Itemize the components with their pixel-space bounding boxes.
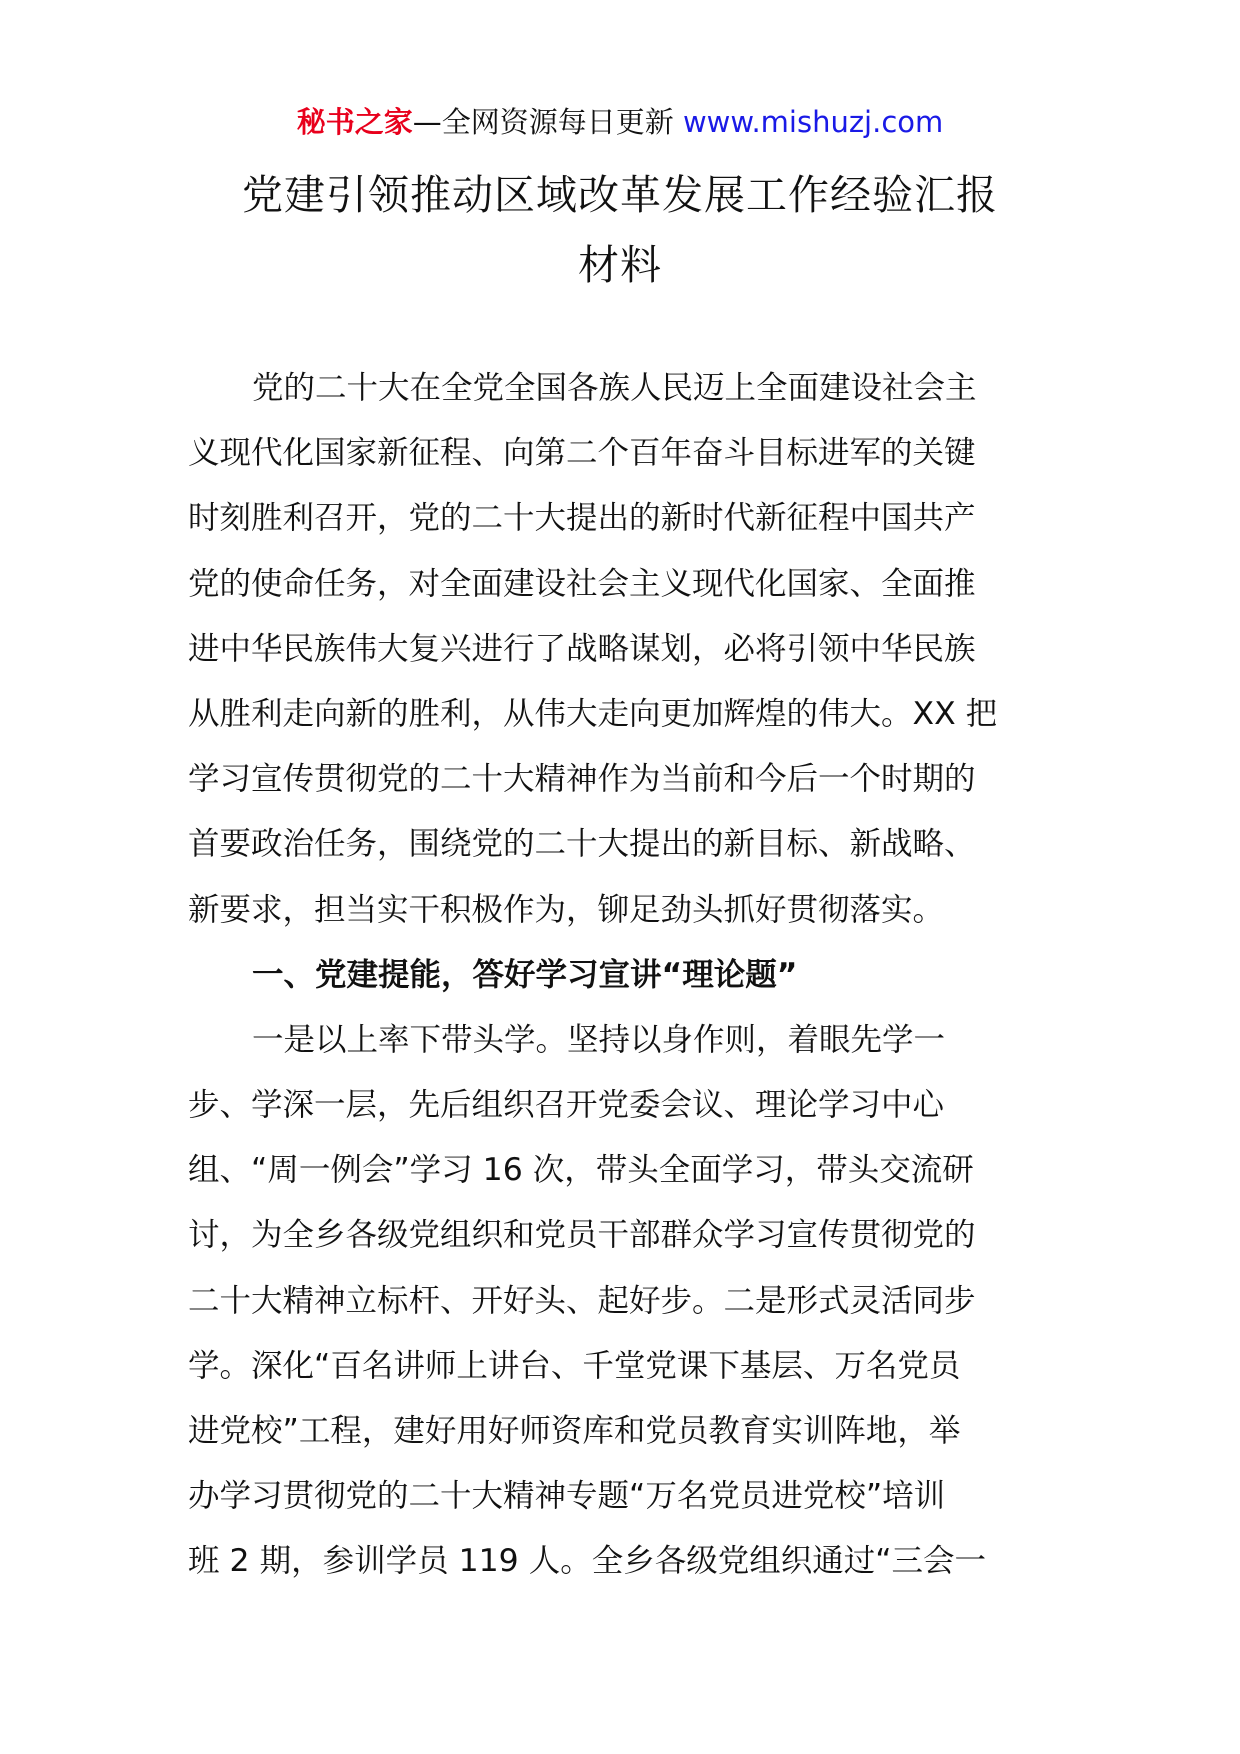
body-line: 讨，为全乡各级党组织和党员干部群众学习宣传贯彻党的 (188, 1217, 976, 1254)
body-line: 二十大精神立标杆、开好头、起好步。二是形式灵活同步 (188, 1282, 976, 1319)
body-line: 组、“周一例会”学习 16 次，带头全面学习，带头交流研 (188, 1152, 974, 1189)
title-line-2: 材料 (578, 241, 662, 289)
body-line: 学习宣传贯彻党的二十大精神作为当前和今后一个时期的 (188, 761, 976, 798)
body-line: 学。深化“百名讲师上讲台、千堂党课下基层、万名党员 (188, 1347, 961, 1384)
body-line: 从胜利走向新的胜利，从伟大走向更加辉煌的伟大。XX 把 (188, 695, 998, 732)
body-line: 一是以上率下带头学。坚持以身作则，着眼先学一 (252, 1021, 946, 1058)
body-line: 进中华民族伟大复兴进行了战略谋划，必将引领中华民族 (188, 630, 976, 667)
body-line: 步、学深一层，先后组织召开党委会议、理论学习中心 (188, 1087, 945, 1124)
site-header (0, 100, 1240, 144)
body-line: 首要政治任务，围绕党的二十大提出的新目标、新战略、 (188, 826, 976, 863)
document-body (188, 356, 1058, 1595)
body-line: 党的二十大在全党全国各族人民迈上全面建设社会主 (252, 370, 977, 406)
site-url-link[interactable]: www.mishuzj.com (682, 105, 944, 139)
header-tagline: —全网资源每日更新 (412, 105, 683, 139)
brand-name: 秘书之家 (296, 105, 413, 139)
body-line: 义现代化国家新征程、向第二个百年奋斗目标进军的关键 (188, 435, 976, 472)
body-line: 班 2 期，参训学员 119 人。全乡各级党组织通过“三会一 (188, 1543, 987, 1580)
body-line: 时刻胜利召开，党的二十大提出的新时代新征程中国共产 (188, 500, 976, 537)
body-line: 进党校”工程，建好用好师资库和党员教育实训阵地，举 (188, 1413, 961, 1449)
section-heading: 一、党建提能，答好学习宣讲“理论题” (252, 956, 798, 993)
body-line: 党的使命任务，对全面建设社会主义现代化国家、全面推 (188, 565, 976, 602)
body-line: 办学习贯彻党的二十大精神专题“万名党员进党校”培训 (188, 1478, 946, 1515)
document-title (150, 160, 1090, 300)
title-line-1: 党建引领推动区域改革发展工作经验汇报 (242, 171, 998, 219)
body-line: 新要求，担当实干积极作为，铆足劲头抓好贯彻落实。 (188, 891, 945, 928)
